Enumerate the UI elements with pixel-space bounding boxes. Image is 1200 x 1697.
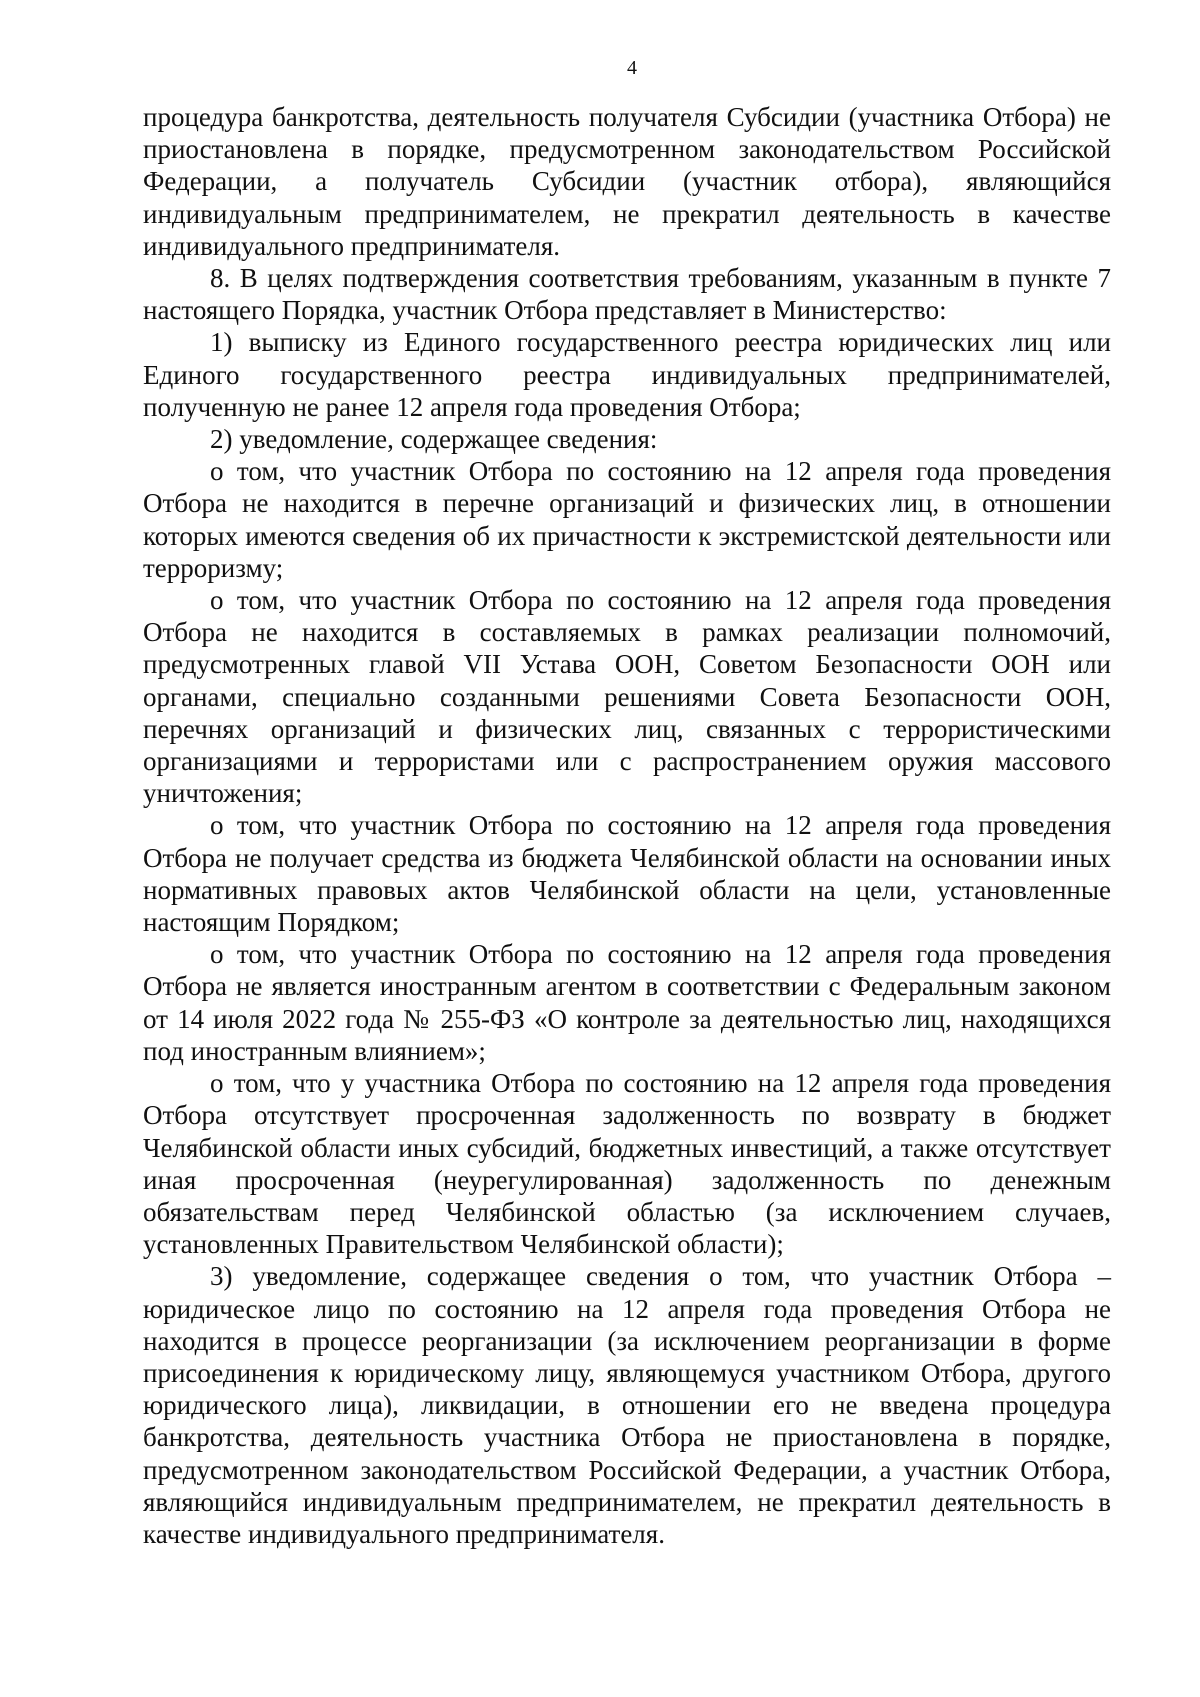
document-body bbox=[143, 101, 1111, 1550]
paragraph-extremism-list: о том, что участник Отбора по состоянию на 12 апреля года проведения Отбора не находится в перечне организаций и физических лиц, в отношении которых имеются сведения об их причастности к экстремистской деятельности или терроризму; bbox=[143, 456, 1111, 583]
paragraph-un-sanctions-list: о том, что участник Отбора по состоянию на 12 апреля года проведения Отбора не находится в составляемых в рамках реализации полномочий, предусмотренных главой VII Устава ООН, Советом Безопасности ООН или органами, специально созданными решениями Совета Безопасности ООН, перечнях организаций и физических лиц, связанных с террористическими организациями и террористами или с распространением оружия массового уничтожения; bbox=[143, 585, 1111, 809]
paragraph-subitem-2-notice: 2) уведомление, содержащее сведения: bbox=[210, 424, 658, 455]
paragraph-bankruptcy-continuation: процедура банкротства, деятельность получателя Субсидии (участника Отбора) не приостановлена в порядке, предусмотренном законодательством Российской Федерации, а получатель Субсидии (участник отбора), являющийся индивидуальным предпринимателем, не прекратил деятельность в качестве индивидуального предпринимателя. bbox=[143, 102, 1111, 261]
paragraph-not-foreign-agent: о том, что участник Отбора по состоянию на 12 апреля года проведения Отбора не является иностранным агентом в соответствии с Федеральным законом от 14 июля 2022 года № 255-ФЗ «О контроле за деятельностью лиц, находящихся под иностранным влиянием»; bbox=[143, 939, 1111, 1066]
paragraph-subitem-3-reorganization: 3) уведомление, содержащее сведения о том, что участник Отбора – юридическое лицо по состоянию на 12 апреля года проведения Отбора не находится в процессе реорганизации (за исключением реорганизации в форме присоединения к юридическому лицу, являющемуся участником Отбора, другого юридического лица), ликвидации, в отношении его не введена процедура банкротства, деятельность участника Отбора не приостановлена в порядке, предусмотренном законодательством Российской Федерации, а участник Отбора, являющийся индивидуальным предпринимателем, не прекратил деятельность в качестве индивидуального предпринимателя. bbox=[143, 1261, 1111, 1549]
page-number: 4 bbox=[627, 57, 637, 79]
paragraph-item-8: 8. В целях подтверждения соответствия требованиям, указанным в пункте 7 настоящего Порядка, участник Отбора представляет в Министерство: bbox=[143, 263, 1111, 326]
paragraph-no-overdue-debt: о том, что у участника Отбора по состоянию на 12 апреля года проведения Отбора отсутствует просроченная задолженность по возврату в бюджет Челябинской области иных субсидий, бюджетных инвестиций, а также отсутствует иная просроченная (неурегулированная) задолженность по денежным обязательствам перед Челябинской областью (за исключением случаев, установленных Правительством Челябинской области); bbox=[143, 1068, 1111, 1260]
paragraph-subitem-1-registry-extract: 1) выписку из Единого государственного реестра юридических лиц или Единого государственного реестра индивидуальных предпринимателей, полученную не ранее 12 апреля года проведения Отбора; bbox=[143, 327, 1111, 422]
paragraph-no-other-budget-funds: о том, что участник Отбора по состоянию на 12 апреля года проведения Отбора не получает средства из бюджета Челябинской области на основании иных нормативных правовых актов Челябинской области на цели, установленные настоящим Порядком; bbox=[143, 810, 1111, 938]
